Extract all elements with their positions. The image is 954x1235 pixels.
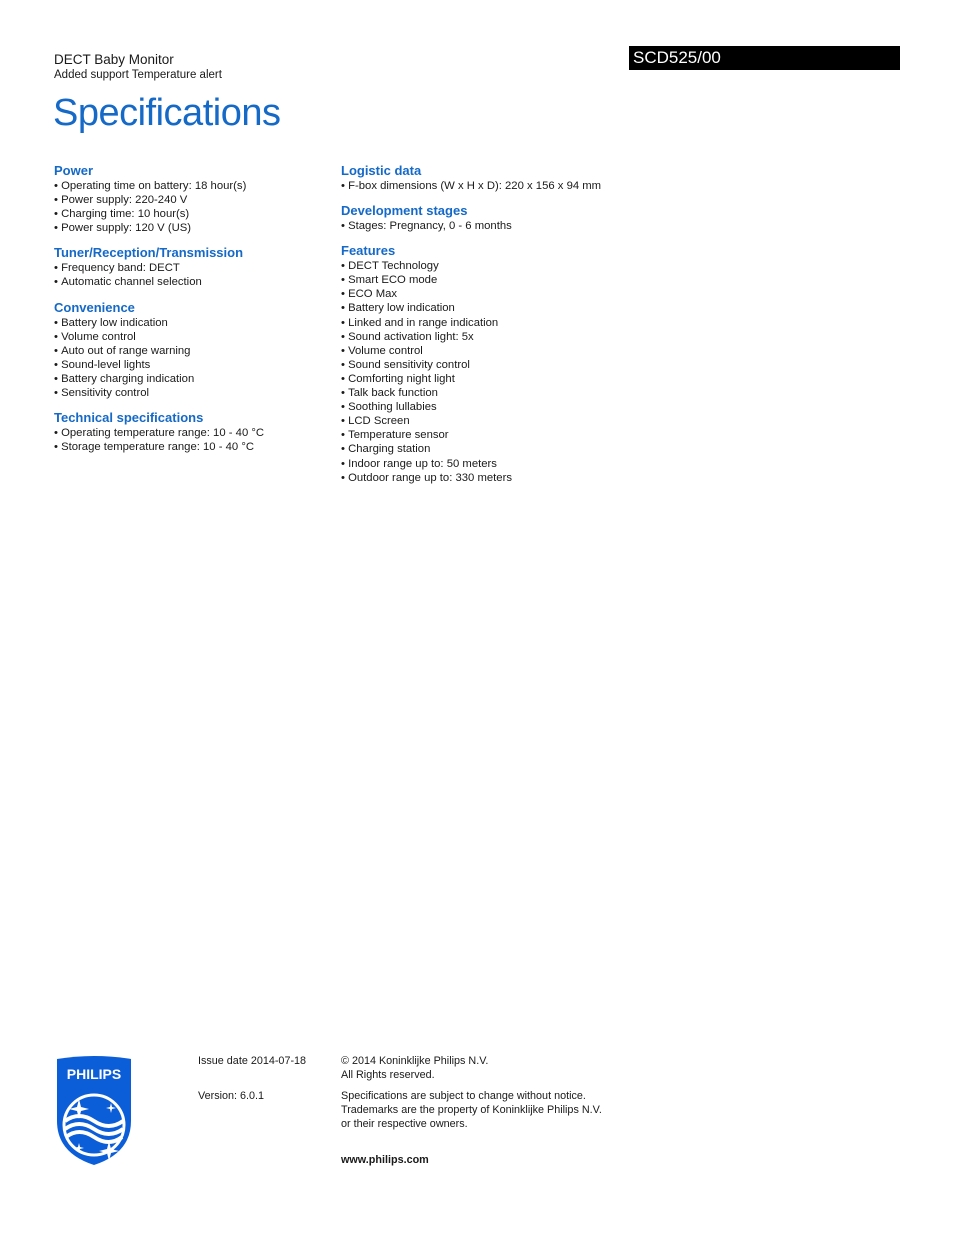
section-title: Power: [54, 163, 94, 178]
logo-text: PHILIPS: [66, 1066, 122, 1082]
spec-item: • Automatic channel selection: [54, 275, 334, 289]
spec-list: [341, 219, 621, 233]
spec-item: • DECT Technology: [341, 259, 621, 273]
spec-section: [341, 203, 621, 233]
section-title: Convenience: [54, 299, 135, 315]
spec-item: • Battery low indication: [341, 301, 621, 315]
spec-item: • Sound-level lights: [54, 358, 334, 372]
website-link[interactable]: www.philips.com: [341, 1154, 429, 1166]
version: Version: 6.0.1: [198, 1090, 265, 1102]
spec-item: • Battery charging indication: [54, 372, 334, 386]
spec-item: • Sound activation light: 5x: [341, 330, 621, 344]
spec-item: • Operating temperature range: 10 - 40 °C: [54, 426, 334, 440]
section-title: Features: [341, 243, 396, 259]
spec-item: • ECO Max: [341, 287, 621, 301]
notice-line: Specifications are subject to change without notice.: [341, 1090, 586, 1102]
spec-item: • Volume control: [54, 330, 334, 344]
spec-item: • F-box dimensions (W x H x D): 220 x 156 x 94 mm: [341, 179, 621, 193]
model-number-bar: SCD525/00: [629, 46, 900, 70]
spec-item: • Talk back function: [341, 386, 621, 400]
right-spec-column: [341, 163, 621, 495]
philips-shield-logo-icon: [53, 1055, 135, 1167]
spec-item: • Outdoor range up to: 330 meters: [341, 471, 621, 485]
notice-line: or their respective owners.: [341, 1118, 468, 1130]
legal-notice: [341, 1089, 641, 1131]
spec-section: [54, 410, 334, 454]
spec-item: • Frequency band: DECT: [54, 261, 334, 275]
spec-item: • Sensitivity control: [54, 386, 334, 400]
section-title: Tuner/Reception/Transmission: [54, 245, 244, 261]
left-spec-column: [54, 163, 334, 464]
spec-item: • Power supply: 120 V (US): [54, 221, 334, 235]
spec-item: • Storage temperature range: 10 - 40 °C: [54, 440, 334, 454]
spec-section: [341, 243, 621, 485]
spec-item: • Smart ECO mode: [341, 273, 621, 287]
copyright-line: © 2014 Koninklijke Philips N.V.: [341, 1055, 489, 1067]
section-title: Logistic data: [341, 163, 422, 178]
spec-list: [54, 316, 334, 401]
product-title: DECT Baby Monitor: [54, 52, 174, 67]
copyright: [341, 1054, 641, 1082]
spec-list: [341, 259, 621, 485]
spec-section: [341, 163, 621, 193]
spec-list: [54, 426, 334, 454]
spec-section: [54, 245, 334, 289]
spec-section: [54, 300, 334, 401]
spec-item: • Soothing lullabies: [341, 400, 621, 414]
section-title: Technical specifications: [54, 410, 204, 426]
spec-item: • Indoor range up to: 50 meters: [341, 457, 621, 471]
spec-item: • Linked and in range indication: [341, 316, 621, 330]
notice-line: Trademarks are the property of Koninklijke Philips N.V.: [341, 1104, 602, 1116]
spec-item: • Auto out of range warning: [54, 344, 334, 358]
spec-item: • Power supply: 220-240 V: [54, 193, 334, 207]
spec-item: • Charging station: [341, 442, 621, 456]
spec-section: [54, 163, 334, 235]
rights-line: All Rights reserved.: [341, 1069, 435, 1081]
spec-list: [54, 179, 334, 235]
spec-item: • Charging time: 10 hour(s): [54, 207, 334, 221]
spec-item: • Stages: Pregnancy, 0 - 6 months: [341, 219, 621, 233]
spec-item: • LCD Screen: [341, 414, 621, 428]
spec-item: • Temperature sensor: [341, 428, 621, 442]
issue-date: Issue date 2014-07-18: [198, 1055, 307, 1067]
page-title: Specifications: [53, 92, 281, 134]
section-title: Development stages: [341, 203, 468, 219]
spec-list: [341, 179, 621, 193]
product-subtitle: Added support Temperature alert: [54, 69, 222, 81]
spec-list: [54, 261, 334, 289]
spec-item: • Volume control: [341, 344, 621, 358]
spec-item: • Battery low indication: [54, 316, 334, 330]
spec-item: • Operating time on battery: 18 hour(s): [54, 179, 334, 193]
spec-item: • Comforting night light: [341, 372, 621, 386]
spec-item: • Sound sensitivity control: [341, 358, 621, 372]
